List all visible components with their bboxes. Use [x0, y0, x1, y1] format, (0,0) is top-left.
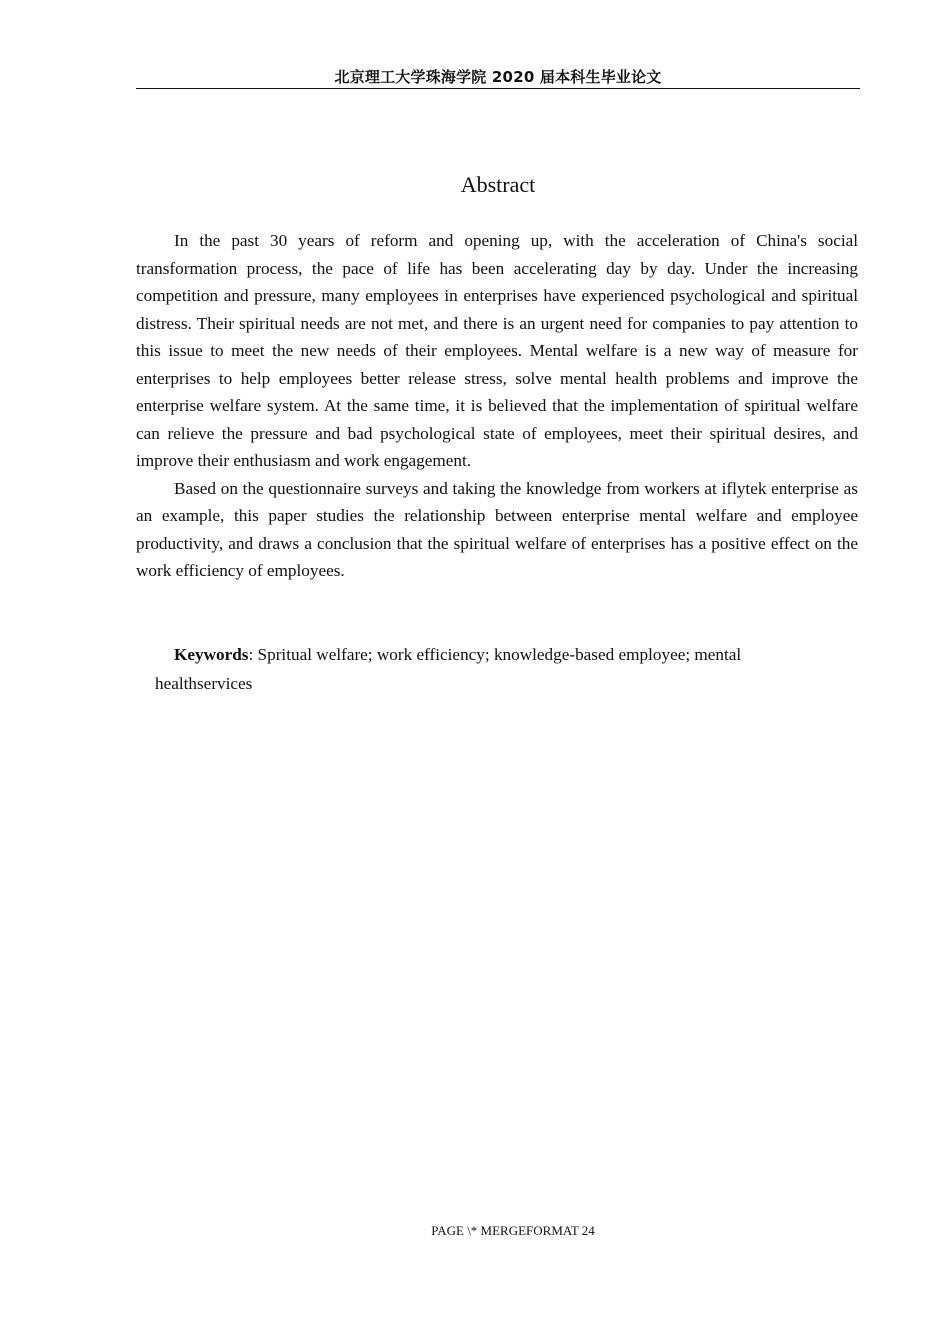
keywords-label: Keywords — [174, 645, 249, 664]
keywords-text: : Spritual welfare; work efficiency; knowledge-based employee; mental healthservices — [155, 645, 742, 693]
section-title: Abstract — [460, 172, 536, 197]
page-number-field: PAGE \* MERGEFORMAT 24 — [431, 1223, 595, 1238]
page-footer — [136, 1222, 860, 1240]
abstract-paragraph-2: Based on the questionnaire surveys and taking the knowledge from workers at iflytek enterprise as an example, this paper studies the relationship between enterprise mental welfare and employee productivity, and draws a conclusion that the spiritual welfare of enterprises has a positive effect on the work efficiency of employees. — [136, 478, 858, 580]
keywords-line — [155, 640, 835, 698]
abstract-paragraph-1: In the past 30 years of reform and opening up, with the acceleration of China's social transformation process, the pace of life has been accelerating day by day. Under the increasing competition and pressure, many employees in enterprises have experienced psychological and spiritual distress. Their spiritual needs are not met, and there is an urgent need for companies to pay attention to this issue to meet the new needs of their employees. Mental welfare is a new way of measure for enterprises to help employees better release stress, solve mental health problems and improve the enterprise welfare system. At the same time, it is believed that the implementation of spiritual welfare can relieve the pressure and bad psychological state of employees, meet their spiritual desires, and improve their enthusiasm and work engagement. — [136, 231, 858, 470]
page-header — [136, 66, 860, 89]
abstract-body — [136, 227, 858, 585]
header-text: 北京理工大学珠海学院 2020 届本科生毕业论文 — [334, 68, 662, 86]
